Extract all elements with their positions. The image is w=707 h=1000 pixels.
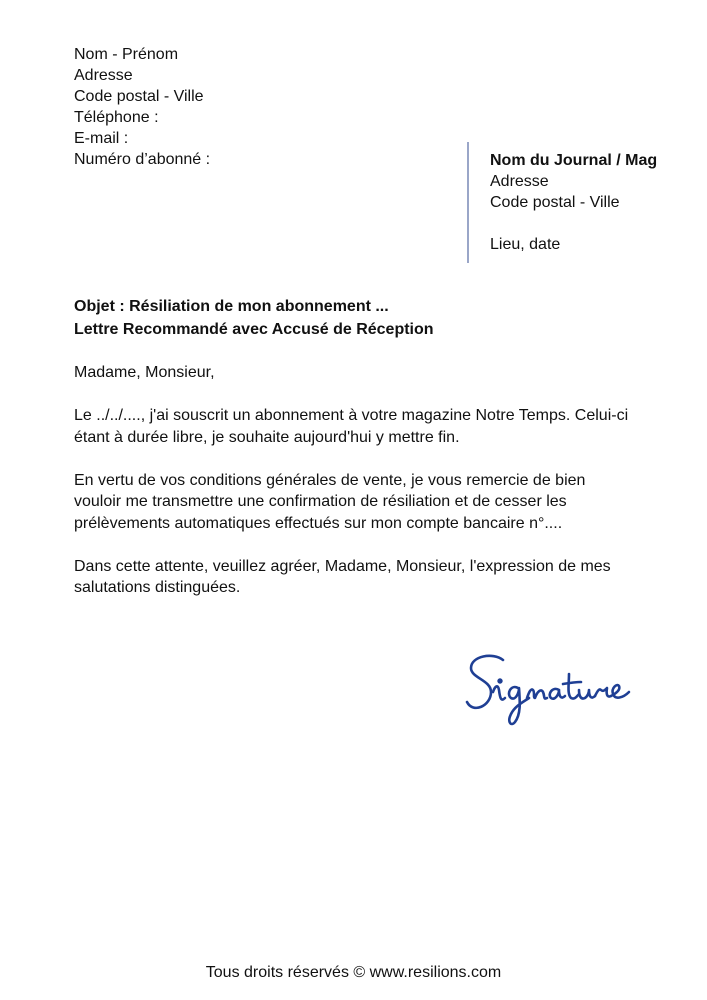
sender-email: E-mail : <box>74 130 129 147</box>
paragraph-subscription: Le ../../...., j'ai souscrit un abonnement à votre magazine Notre Temps. Celui-ci étant à durée libre, je souhaite aujourd'hui y mettre fin. <box>74 407 629 446</box>
place-date: Lieu, date <box>490 236 561 253</box>
recipient-divider <box>467 142 469 263</box>
paragraph-request: En vertu de vos conditions générales de vente, je vous remercie de bien vouloir me transmettre une confirmation de résiliation et de cesser les prélèvements automatiques effectués sur mon compte bancaire n°.... <box>74 471 586 532</box>
recipient-block <box>490 150 657 255</box>
subject-block <box>74 295 434 341</box>
recipient-name: Nom du Journal / Mag <box>490 152 658 169</box>
signature-graphic <box>463 648 635 730</box>
subject-line: Objet : Résiliation de mon abonnement ... <box>74 298 389 315</box>
sender-city: Code postal - Ville <box>74 88 204 105</box>
sender-phone: Téléphone : <box>74 109 159 126</box>
footer-copyright: Tous droits réservés © www.resilions.com <box>205 964 502 981</box>
sender-address: Adresse <box>74 67 133 84</box>
handwritten-signature <box>463 648 635 730</box>
delivery-mode-line: Lettre Recommandé avec Accusé de Réception <box>74 321 434 338</box>
recipient-city: Code postal - Ville <box>490 194 620 211</box>
letter-body <box>74 362 634 620</box>
sender-subscriber-number: Numéro d’abonné : <box>74 151 211 168</box>
sender-name: Nom - Prénom <box>74 46 179 63</box>
sender-block <box>74 44 210 170</box>
paragraph-closing: Dans cette attente, veuillez agréer, Madame, Monsieur, l'expression de mes salutations distinguées. <box>74 557 611 596</box>
recipient-address: Adresse <box>490 173 549 190</box>
recipient-spacer <box>490 213 657 234</box>
salutation: Madame, Monsieur, <box>74 364 215 381</box>
